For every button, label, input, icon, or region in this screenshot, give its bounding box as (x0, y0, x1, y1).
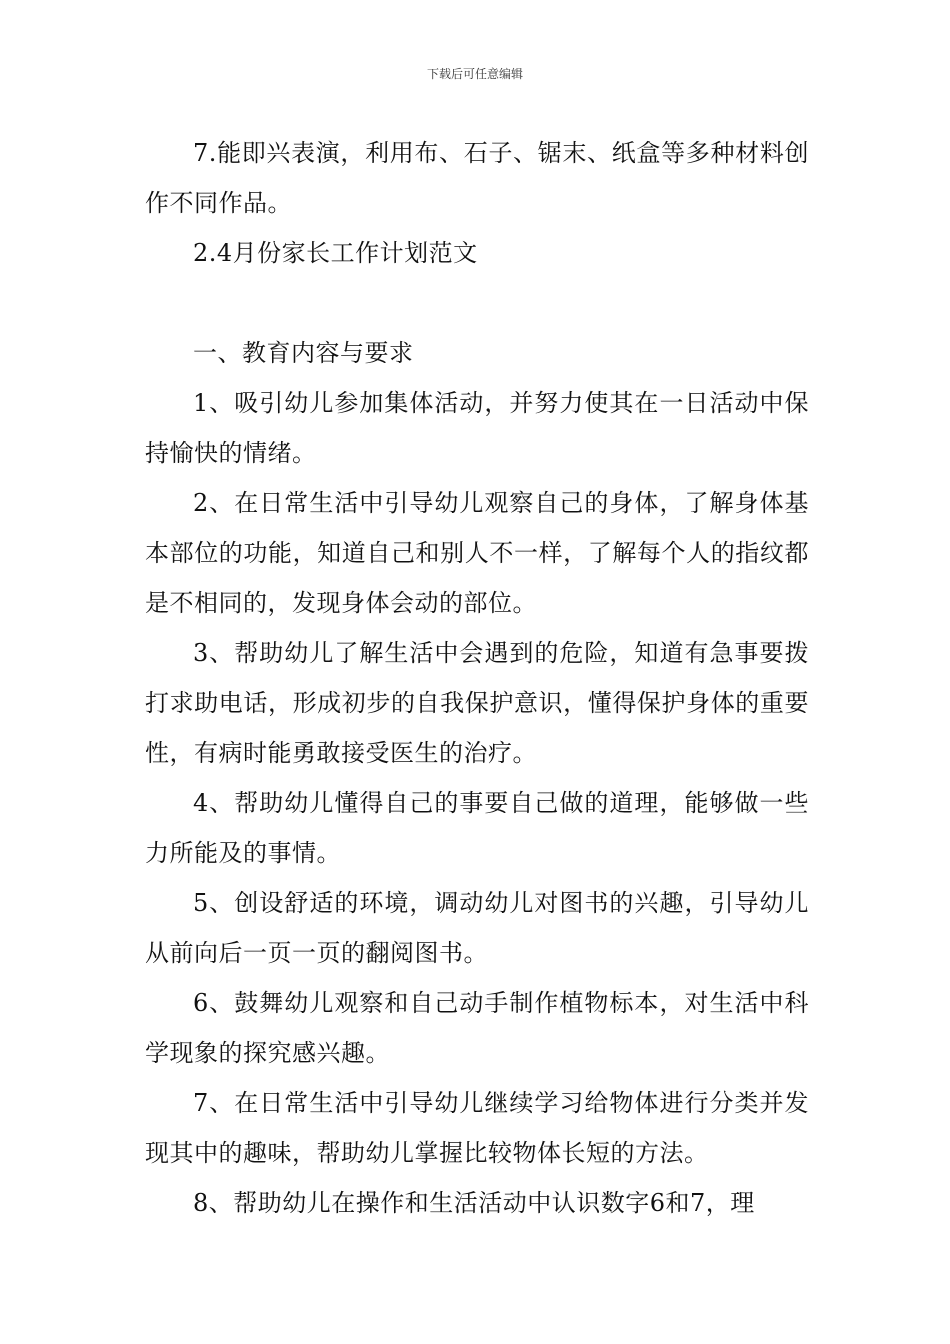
paragraph-material-creation: 7.能即兴表演，利用布、石子、锯末、纸盒等多种材料创作不同作品。 (145, 139, 809, 217)
document-body (145, 128, 809, 1228)
section-heading-parent-plan: 2.4月份家长工作计划范文 (193, 239, 478, 267)
list-item-3: 3、帮助幼儿了解生活中会遇到的危险，知道有急事要拨打求助电话，形成初步的自我保护意识，懂得保护身体的重要性，有病时能勇敢接受医生的治疗。 (145, 639, 809, 767)
list-item-4: 4、帮助幼儿懂得自己的事要自己做的道理，能够做一些力所能及的事情。 (145, 789, 809, 867)
list-item-5: 5、创设舒适的环境，调动幼儿对图书的兴趣，引导幼儿从前向后一页一页的翻阅图书。 (145, 889, 809, 967)
list-item-7: 7、在日常生活中引导幼儿继续学习给物体进行分类并发现其中的趣味，帮助幼儿掌握比较物体长短的方法。 (145, 1089, 809, 1167)
list-item-2: 2、在日常生活中引导幼儿观察自己的身体，了解身体基本部位的功能，知道自己和别人不一样，了解每个人的指纹都是不相同的，发现身体会动的部位。 (145, 489, 809, 617)
page-header: 下载后可任意编辑 (426, 67, 523, 81)
section-heading-education-content: 一、教育内容与要求 (193, 339, 414, 367)
blank-line (145, 278, 809, 328)
list-item-8: 8、帮助幼儿在操作和生活活动中认识数字6和7，理 (193, 1189, 755, 1217)
list-item-1: 1、吸引幼儿参加集体活动，并努力使其在一日活动中保持愉快的情绪。 (145, 389, 809, 467)
list-item-6: 6、鼓舞幼儿观察和自己动手制作植物标本，对生活中科学现象的探究感兴趣。 (145, 989, 809, 1067)
